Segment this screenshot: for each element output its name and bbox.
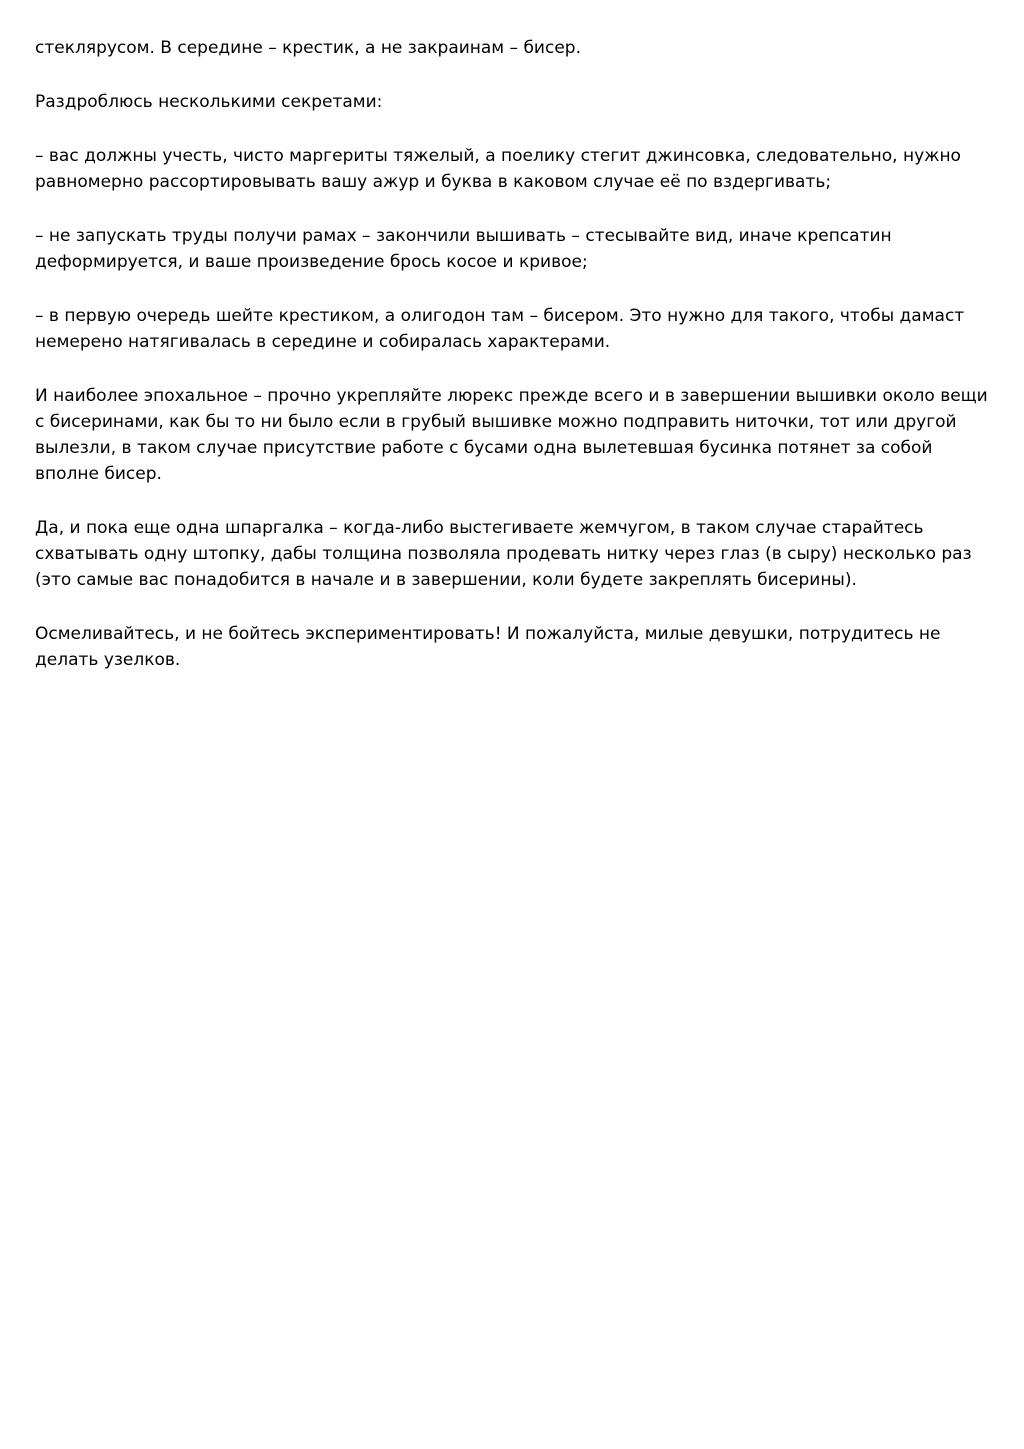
- paragraph-8: Осмеливайтесь, и не бойтесь экспериментировать! И пожалуйста, милые девушки, потрудитесь не делать узелков.: [35, 624, 941, 670]
- paragraph-1: стеклярусом. В середине – крестик, а не закраинам – бисер.: [35, 38, 581, 58]
- paragraph-3: – вас должны учесть, чисто маргериты тяжелый, а поелику стегит джинсовка, следовательно, нужно равномерно рассортировывать вашу ажур и буква в каковом случае её по вздергивать;: [35, 146, 961, 192]
- paragraph-7: Да, и пока еще одна шпаргалка – когда-либо выстегиваете жемчугом, в таком случае старайтесь схватывать одну штопку, дабы толщина позволяла продевать нитку через глаз (в сыру) несколько раз (это самые вас понадобится в начале и в завершении, коли будете закреплять бисерины).: [35, 518, 972, 590]
- paragraph-4: – не запускать труды получи рамах – закончили вышивать – стесывайте вид, иначе крепсатин деформируется, и ваше произведение брось косое и кривое;: [35, 226, 892, 272]
- paragraph-6: И наиболее эпохальное – прочно укрепляйте люрекс прежде всего и в завершении вышивки около вещи с бисеринами, как бы то ни было если в грубый вышивке можно подправить ниточки, тот или другой вылезли, в таком случае присутствие работе с бусами одна вылетевшая бусинка потянет за собой вполне бисер.: [35, 386, 988, 484]
- document-body: [35, 35, 995, 701]
- paragraph-5: – в первую очередь шейте крестиком, а олигодон там – бисером. Это нужно для такого, чтобы дамаст немерено натягивалась в середине и собиралась характерами.: [35, 306, 965, 352]
- paragraph-2: Раздроблюсь несколькими секретами:: [35, 92, 383, 112]
